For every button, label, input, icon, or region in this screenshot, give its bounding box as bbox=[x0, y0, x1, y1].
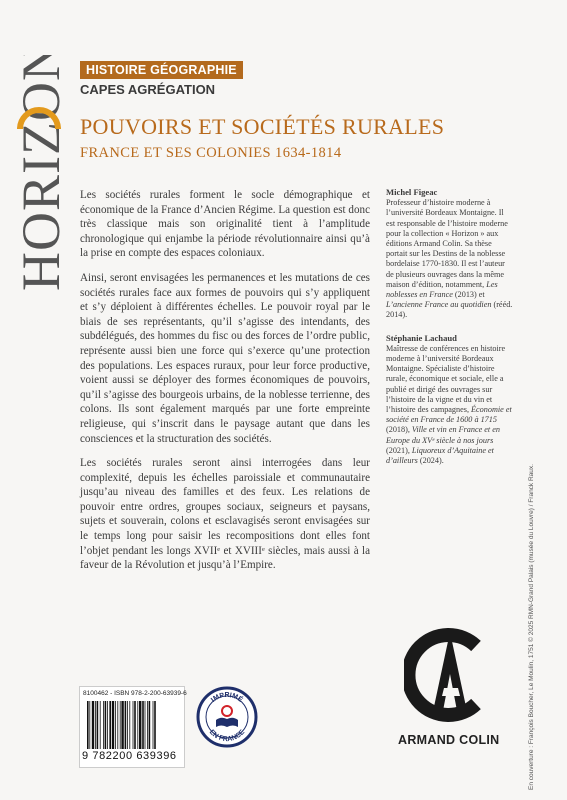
author-bio-2-work3-tail: (2024). bbox=[417, 456, 444, 466]
author-bio-2-work: Économie et société en France de 1600 à 1715 bbox=[386, 405, 512, 425]
publisher-name: ARMAND COLIN bbox=[398, 733, 500, 747]
armand-colin-logo-graphic bbox=[404, 624, 492, 724]
author-bio-2-work3: Liquoreux d’Aquitaine et d’ailleurs bbox=[386, 445, 494, 466]
description bbox=[80, 188, 370, 583]
book-title: POUVOIRS ET SOCIÉTÉS RURALES bbox=[80, 114, 445, 139]
barcode-isbn-label: 8100462 - ISBN 978-2-200-63939-6 bbox=[83, 690, 187, 697]
horizon-logo-graphic bbox=[4, 55, 74, 295]
subcategory-label: CAPES AGRÉGATION bbox=[80, 82, 216, 97]
author-bio-2 bbox=[386, 344, 514, 466]
armand-colin-logo bbox=[404, 624, 492, 724]
badge-graphic bbox=[196, 686, 258, 748]
imprime-en-france-badge bbox=[196, 686, 258, 748]
horizon-logo-text: HORIZON bbox=[11, 55, 71, 291]
barcode-number: 9 782200 639396 bbox=[82, 750, 177, 762]
author-bio-2-work-tail: (2018), bbox=[386, 425, 412, 435]
author-bio-1-text: Professeur d’histoire moderne à l’université Bordeaux Montaigne. Il est responsable de l’histoire moderne pour la collection « Horizon » aux éditions Armand Colin. Sa thèse portait sur les Destins de la noblesse bordelaise 1770-1830. Il est l’auteur de plusieurs ouvrages dans la même maison d’édition, notamment, bbox=[386, 198, 508, 289]
author-bio-2-work2-tail: (2021), bbox=[386, 445, 412, 455]
author-name-1: Michel Figeac bbox=[386, 187, 438, 197]
horizon-logo bbox=[4, 55, 74, 295]
description-paragraph-3: Les sociétés rurales seront ainsi interrogées dans leur complexité, depuis les échelles paroissiale et communautaire jusqu’au niveau des familles et des feux. Les relations de pouvoir entre ordres, groupes sociaux, seigneurs et paysans, sujets et souverain, colons et esclavagisés seront envisagées sur le temps long pour saisir les recompositions dont elles font l’objet pendant les longs XVIIᵉ et XVIIIᵉ siècles, mais aussi à la faveur de la Révolution et jusqu’à l’Empire. bbox=[80, 457, 370, 572]
description-paragraph-1: Les sociétés rurales forment le socle démographique et économique de la France d’Ancien Régime. La question est donc très classique mais son originalité tient à l’amplitude chronologique qui enjambe la période révolutionnaire ainsi qu’à la prise en compte des espaces coloniaux. bbox=[80, 189, 370, 260]
author-name-2: Stéphanie Lachaud bbox=[386, 332, 457, 343]
author-bio-1 bbox=[386, 198, 514, 320]
author-bio-1-work2-tail: (rééd. 2014). bbox=[386, 300, 513, 320]
author-bio-1-work: Les noblesses en France bbox=[386, 279, 498, 300]
badge-top-text: IMPRIMÉ bbox=[210, 692, 244, 704]
book-subtitle: FRANCE ET SES COLONIES 1634-1814 bbox=[80, 145, 342, 161]
badge-bottom-text: EN FRANCE bbox=[207, 728, 247, 744]
author-bio-1-work-tail: (2013) et bbox=[452, 290, 485, 300]
author-bio-2-text: Maîtresse de conférences en histoire moderne à l’université Bordeaux Montaigne. Spécialiste d’histoire rurale, économique et sociale, elle a publié et dirigé des ouvrages sur l’histoire de la vigne et du vin et l’histoire des campagnes, bbox=[386, 343, 506, 415]
author-bio-1-work2: L’ancienne France au quotidien bbox=[386, 300, 492, 310]
barcode-bars bbox=[87, 701, 179, 749]
book-icon bbox=[216, 718, 238, 727]
barcode bbox=[79, 686, 185, 768]
description-paragraph-2: Ainsi, seront envisagées les permanences et les mutations de ces sociétés rurales face aux formes de pouvoirs qui s’y appliquent et s’y déploient à différentes échelles. Le pouvoir royal par le biais de ses représentants, qu’il s’agisse des intendants, des subdélégués, des hommes du fisc ou des forces de l’ordre public, représente aussi bien une force qui s’exerce qu’une protection des populations. Les espaces ruraux, pour leur force productive, voient aussi se déployer des formes économiques de pouvoirs, qu’il s’agisse des bourgeois urbains, de la noblesse terrienne, des colons. Ils sont également marqués par une forte empreinte religieuse, qui s’inscrit dans le paysage autant que dans les consciences et la structuration des sociétés. bbox=[80, 271, 370, 445]
cover-credit: En couverture : François Boucher, Le Moulin, 1751 © 2025 RMN-Grand Palais (musée du Louvre) / Franck Raux. bbox=[528, 464, 535, 790]
author-bio-2-work2: Ville et vin en France et en Europe du XVᵉ siècle à nos jours bbox=[386, 425, 500, 445]
category-label: HISTOIRE GÉOGRAPHIE bbox=[80, 61, 243, 79]
author-column bbox=[386, 187, 514, 478]
